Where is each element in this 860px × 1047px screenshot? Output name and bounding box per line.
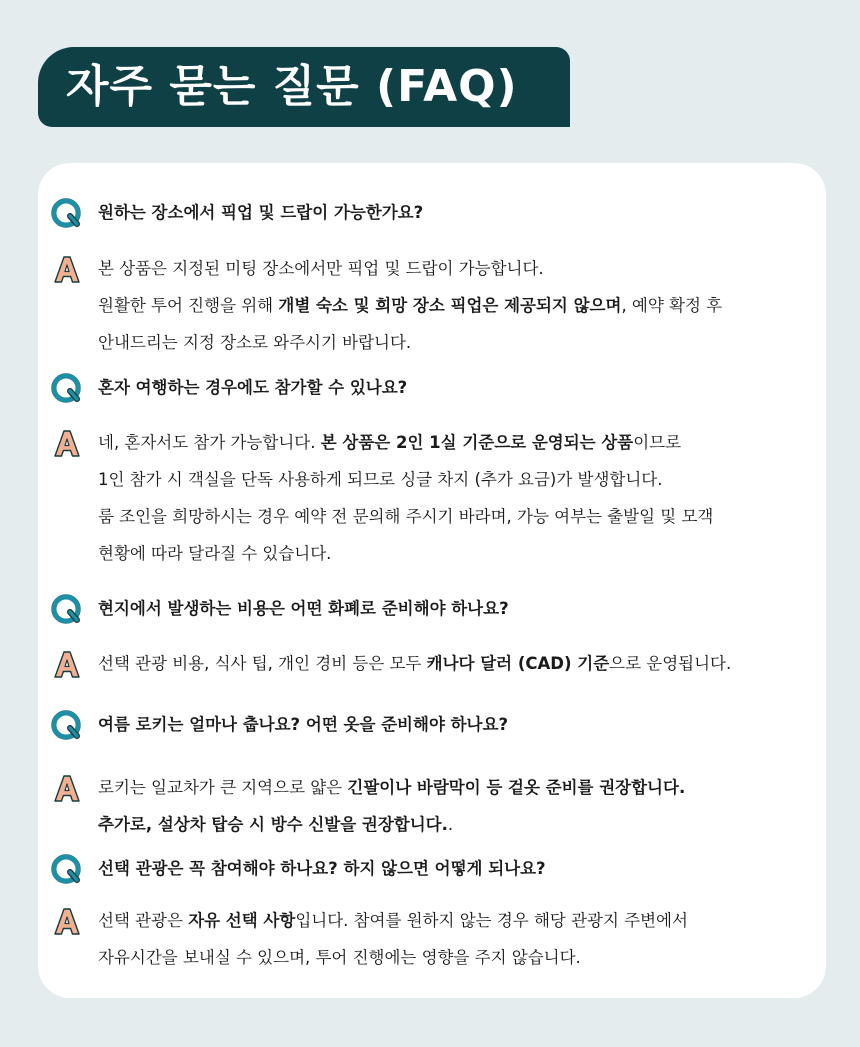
answer-text: 이므로	[633, 433, 682, 452]
faq-question: 여름 로키는 얼마나 춥나요? 어떤 옷을 준비해야 하나요?	[98, 715, 509, 734]
q-badge-icon	[50, 197, 84, 229]
faq-card	[38, 163, 826, 998]
faq-question: 선택 관광은 꼭 참여해야 하나요? 하지 않으면 어떻게 되나요?	[98, 859, 546, 878]
faq-question-row	[50, 197, 423, 229]
faq-question-row	[50, 593, 509, 625]
answer-highlight: 자유 선택 사항	[188, 911, 296, 930]
answer-line	[98, 498, 713, 535]
answer-line	[98, 902, 688, 939]
faq-answer-row	[50, 648, 731, 682]
answer-line	[98, 287, 722, 324]
answer-line	[98, 645, 731, 682]
answer-line	[98, 939, 688, 976]
faq-question: 현지에서 발생하는 비용은 어떤 화폐로 준비해야 하나요?	[98, 599, 509, 618]
answer-line	[98, 806, 685, 843]
answer-text: 1인 참가 시 객실을 단독 사용하게 되므로 싱글 차지 (추가 요금)가 발생합니다.	[98, 470, 663, 489]
q-badge-icon	[50, 593, 84, 625]
q-badge-icon	[50, 853, 84, 885]
faq-title-banner	[38, 47, 570, 127]
answer-text: .	[447, 815, 454, 834]
answer-text: 현황에 따라 달라질 수 있습니다.	[98, 544, 332, 563]
answer-text: 룸 조인을 희망하시는 경우 예약 전 문의해 주시기 바라며, 가능 여부는 출발일 및 모객	[98, 507, 714, 526]
answer-text: 자유시간을 보내실 수 있으며, 투어 진행에는 영향을 주지 않습니다.	[98, 948, 581, 967]
a-badge-icon	[50, 772, 84, 804]
faq-answer-row	[50, 905, 688, 976]
faq-question: 혼자 여행하는 경우에도 참가할 수 있나요?	[98, 378, 408, 397]
answer-line	[98, 250, 722, 287]
answer-line	[98, 535, 713, 572]
faq-question-row	[50, 853, 546, 885]
faq-question-row	[50, 372, 407, 404]
answer-text: 네, 혼자서도 참가 가능합니다.	[98, 433, 321, 452]
answer-line	[98, 324, 722, 361]
answer-highlight: 긴팔이나 바람막이 등 겉옷 준비를 권장합니다.	[347, 778, 686, 797]
q-badge-icon	[50, 372, 84, 404]
answer-text: 으로 운영됩니다.	[609, 654, 732, 673]
answer-highlight: 개별 숙소 및 희망 장소 픽업은 제공되지 않으며	[278, 296, 622, 315]
answer-text: 본 상품은 지정된 미팅 장소에서만 픽업 및 드랍이 가능합니다.	[98, 259, 544, 278]
faq-answer	[98, 253, 722, 361]
faq-answer	[98, 905, 688, 976]
faq-answer	[98, 427, 713, 572]
faq-answer-row	[50, 427, 713, 572]
answer-text: 입니다. 참여를 원하지 않는 경우 해당 관광지 주변에서	[295, 911, 688, 930]
a-badge-icon	[50, 905, 84, 937]
faq-answer-row	[50, 772, 685, 843]
a-badge-icon	[50, 253, 84, 285]
q-badge-icon	[50, 709, 84, 741]
answer-line	[98, 424, 713, 461]
faq-answer	[98, 648, 731, 682]
answer-line	[98, 461, 713, 498]
answer-highlight: 본 상품은 2인 1실 기준으로 운영되는 상품	[320, 433, 634, 452]
answer-line	[98, 769, 685, 806]
faq-answer-row	[50, 253, 722, 361]
answer-text: 안내드리는 지정 장소로 와주시기 바랍니다.	[98, 333, 412, 352]
answer-text: , 예약 확정 후	[621, 296, 723, 315]
answer-text: 선택 관광은	[98, 911, 189, 930]
answer-highlight: 캐나다 달러 (CAD) 기준	[426, 654, 610, 673]
faq-question-row	[50, 709, 508, 741]
answer-text: 선택 관광 비용, 식사 팁, 개인 경비 등은 모두	[98, 654, 427, 673]
answer-text: 로키는 일교차가 큰 지역으로 얇은	[98, 778, 348, 797]
a-badge-icon	[50, 427, 84, 459]
a-badge-icon	[50, 648, 84, 680]
faq-question: 원하는 장소에서 픽업 및 드랍이 가능한가요?	[98, 203, 424, 222]
answer-text: 원활한 투어 진행을 위해	[98, 296, 279, 315]
answer-highlight: 추가로, 설상차 탑승 시 방수 신발을 권장합니다.	[98, 815, 448, 834]
page-title: 자주 묻는 질문 (FAQ)	[66, 61, 518, 112]
faq-answer	[98, 772, 685, 843]
